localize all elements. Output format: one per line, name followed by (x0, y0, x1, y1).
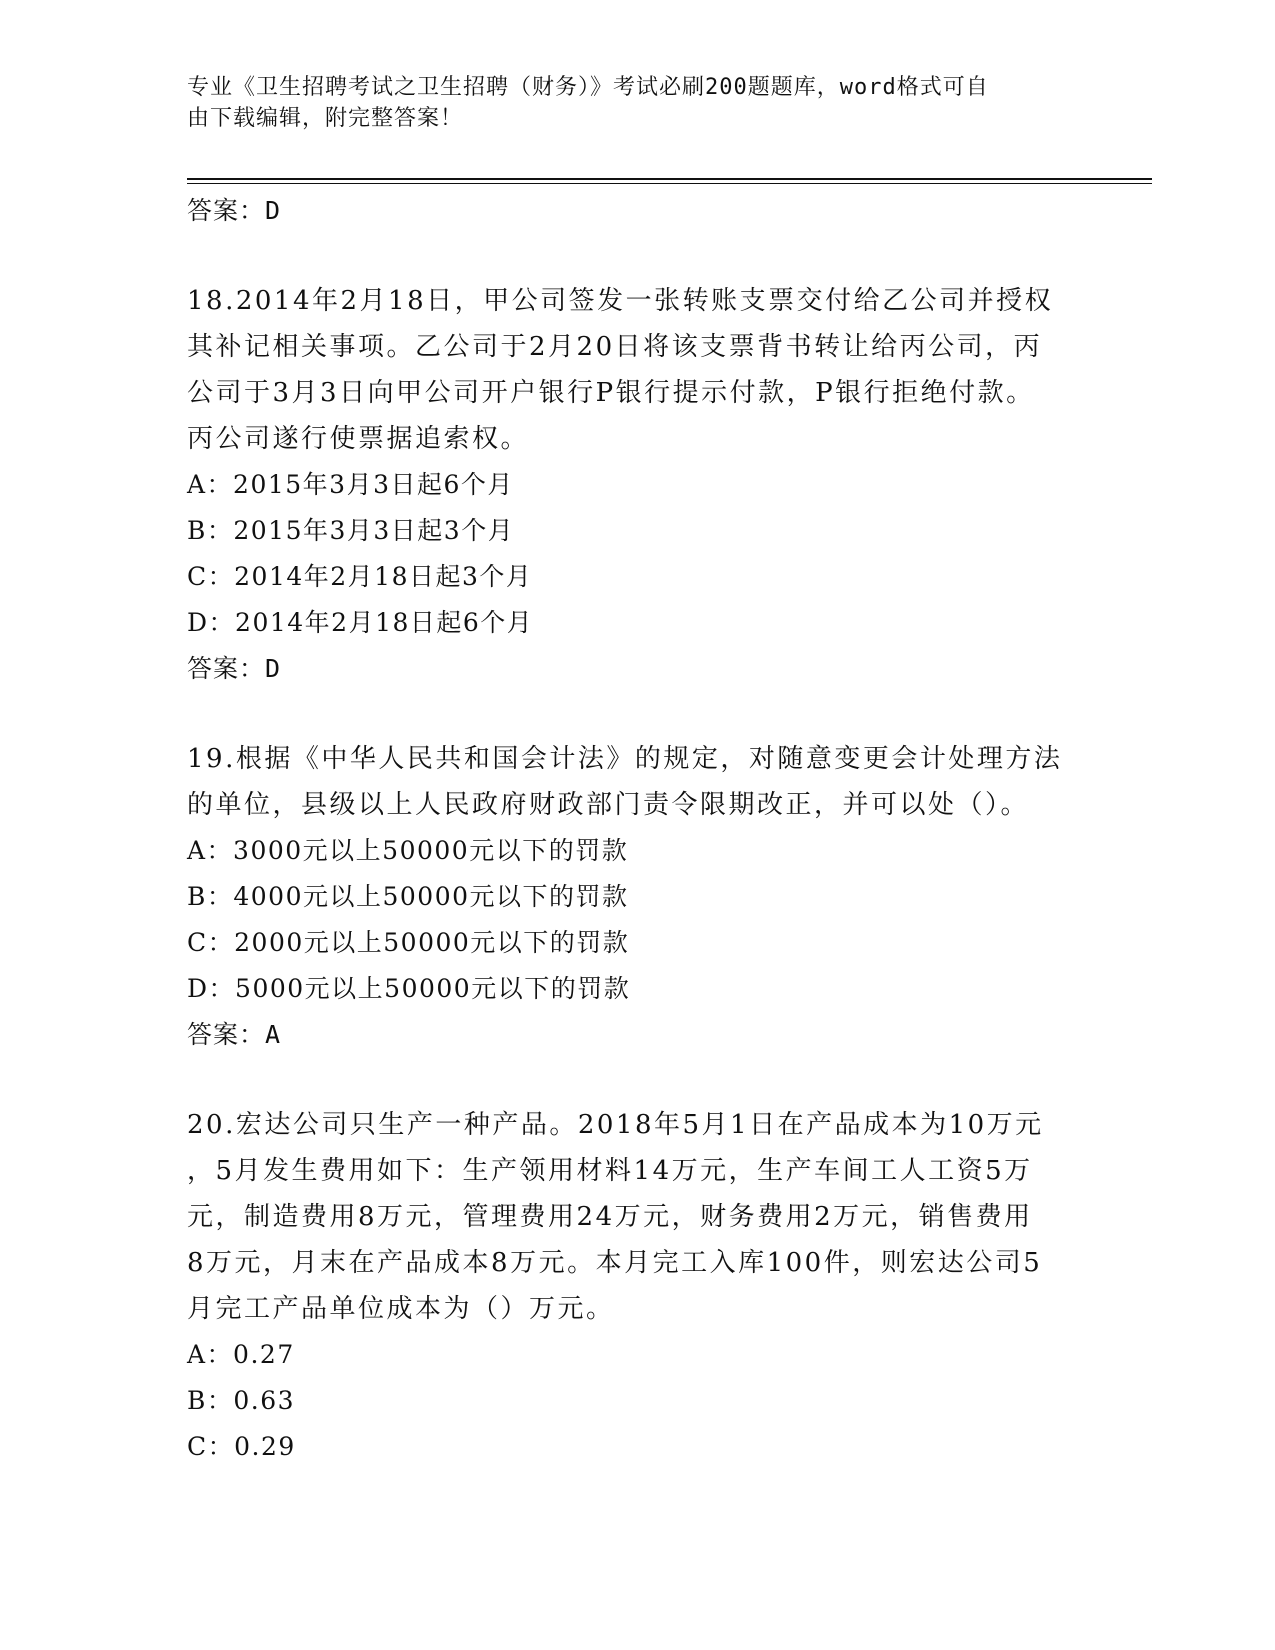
spacer (187, 692, 1087, 736)
option-c: C：0.29 (187, 1432, 296, 1461)
option-b: B：4000元以上50000元以下的罚款 (187, 882, 629, 911)
option-d: D：5000元以上50000元以下的罚款 (187, 974, 631, 1003)
header-rule-thin (187, 183, 1152, 184)
question-stem: 18.2014年2月18日，甲公司签发一张转账支票交付给乙公司并授权 其补记相关事项。乙公司于2月20日将该支票背书转让给丙公司，丙 公司于3月3日向甲公司开户银行P银行提示付款，P银行拒绝付款。 丙公司遂行使票据追索权。 (187, 286, 1054, 454)
option-d: D：2014年2月18日起6个月 (187, 608, 534, 637)
header-line-2: 由下载编辑，附完整答案！ (187, 106, 464, 131)
option-a: A：2015年3月3日起6个月 (187, 470, 514, 499)
page-header (187, 72, 1067, 134)
question-block (187, 1102, 1087, 1470)
answer-line: 答案：D (187, 196, 282, 225)
question-block (187, 278, 1087, 692)
question-block (187, 736, 1087, 1058)
option-b: B：2015年3月3日起3个月 (187, 516, 515, 545)
option-c: C：2014年2月18日起3个月 (187, 562, 533, 591)
header-line-1: 专业《卫生招聘考试之卫生招聘（财务）》考试必刷200题题库，word格式可自 (187, 75, 989, 100)
answer-line: 答案：A (187, 1020, 282, 1049)
question-stem: 20.宏达公司只生产一种产品。2018年5月1日在产品成本为10万元 ，5月发生费用如下：生产领用材料14万元，生产车间工人工资5万 元，制造费用8万元，管理费用24万元，财务费用2万元，销售费用 8万元，月末在产品成本8万元。本月完工入库100件，则宏达公司5 月完工产品单位成本为（）万元。 (187, 1110, 1044, 1324)
question-stem: 19.根据《中华人民共和国会计法》的规定，对随意变更会计处理方法 的单位，县级以上人民政府财政部门责令限期改正，并可以处（）。 (187, 744, 1063, 820)
option-a: A：0.27 (187, 1340, 295, 1369)
option-a: A：3000元以上50000元以下的罚款 (187, 836, 629, 865)
option-c: C：2000元以上50000元以下的罚款 (187, 928, 630, 957)
header-rule-thick (187, 178, 1152, 180)
answer-line: 答案：D (187, 654, 282, 683)
document-body (187, 188, 1087, 1470)
spacer (187, 234, 1087, 278)
spacer (187, 1058, 1087, 1102)
option-b: B：0.63 (187, 1386, 296, 1415)
